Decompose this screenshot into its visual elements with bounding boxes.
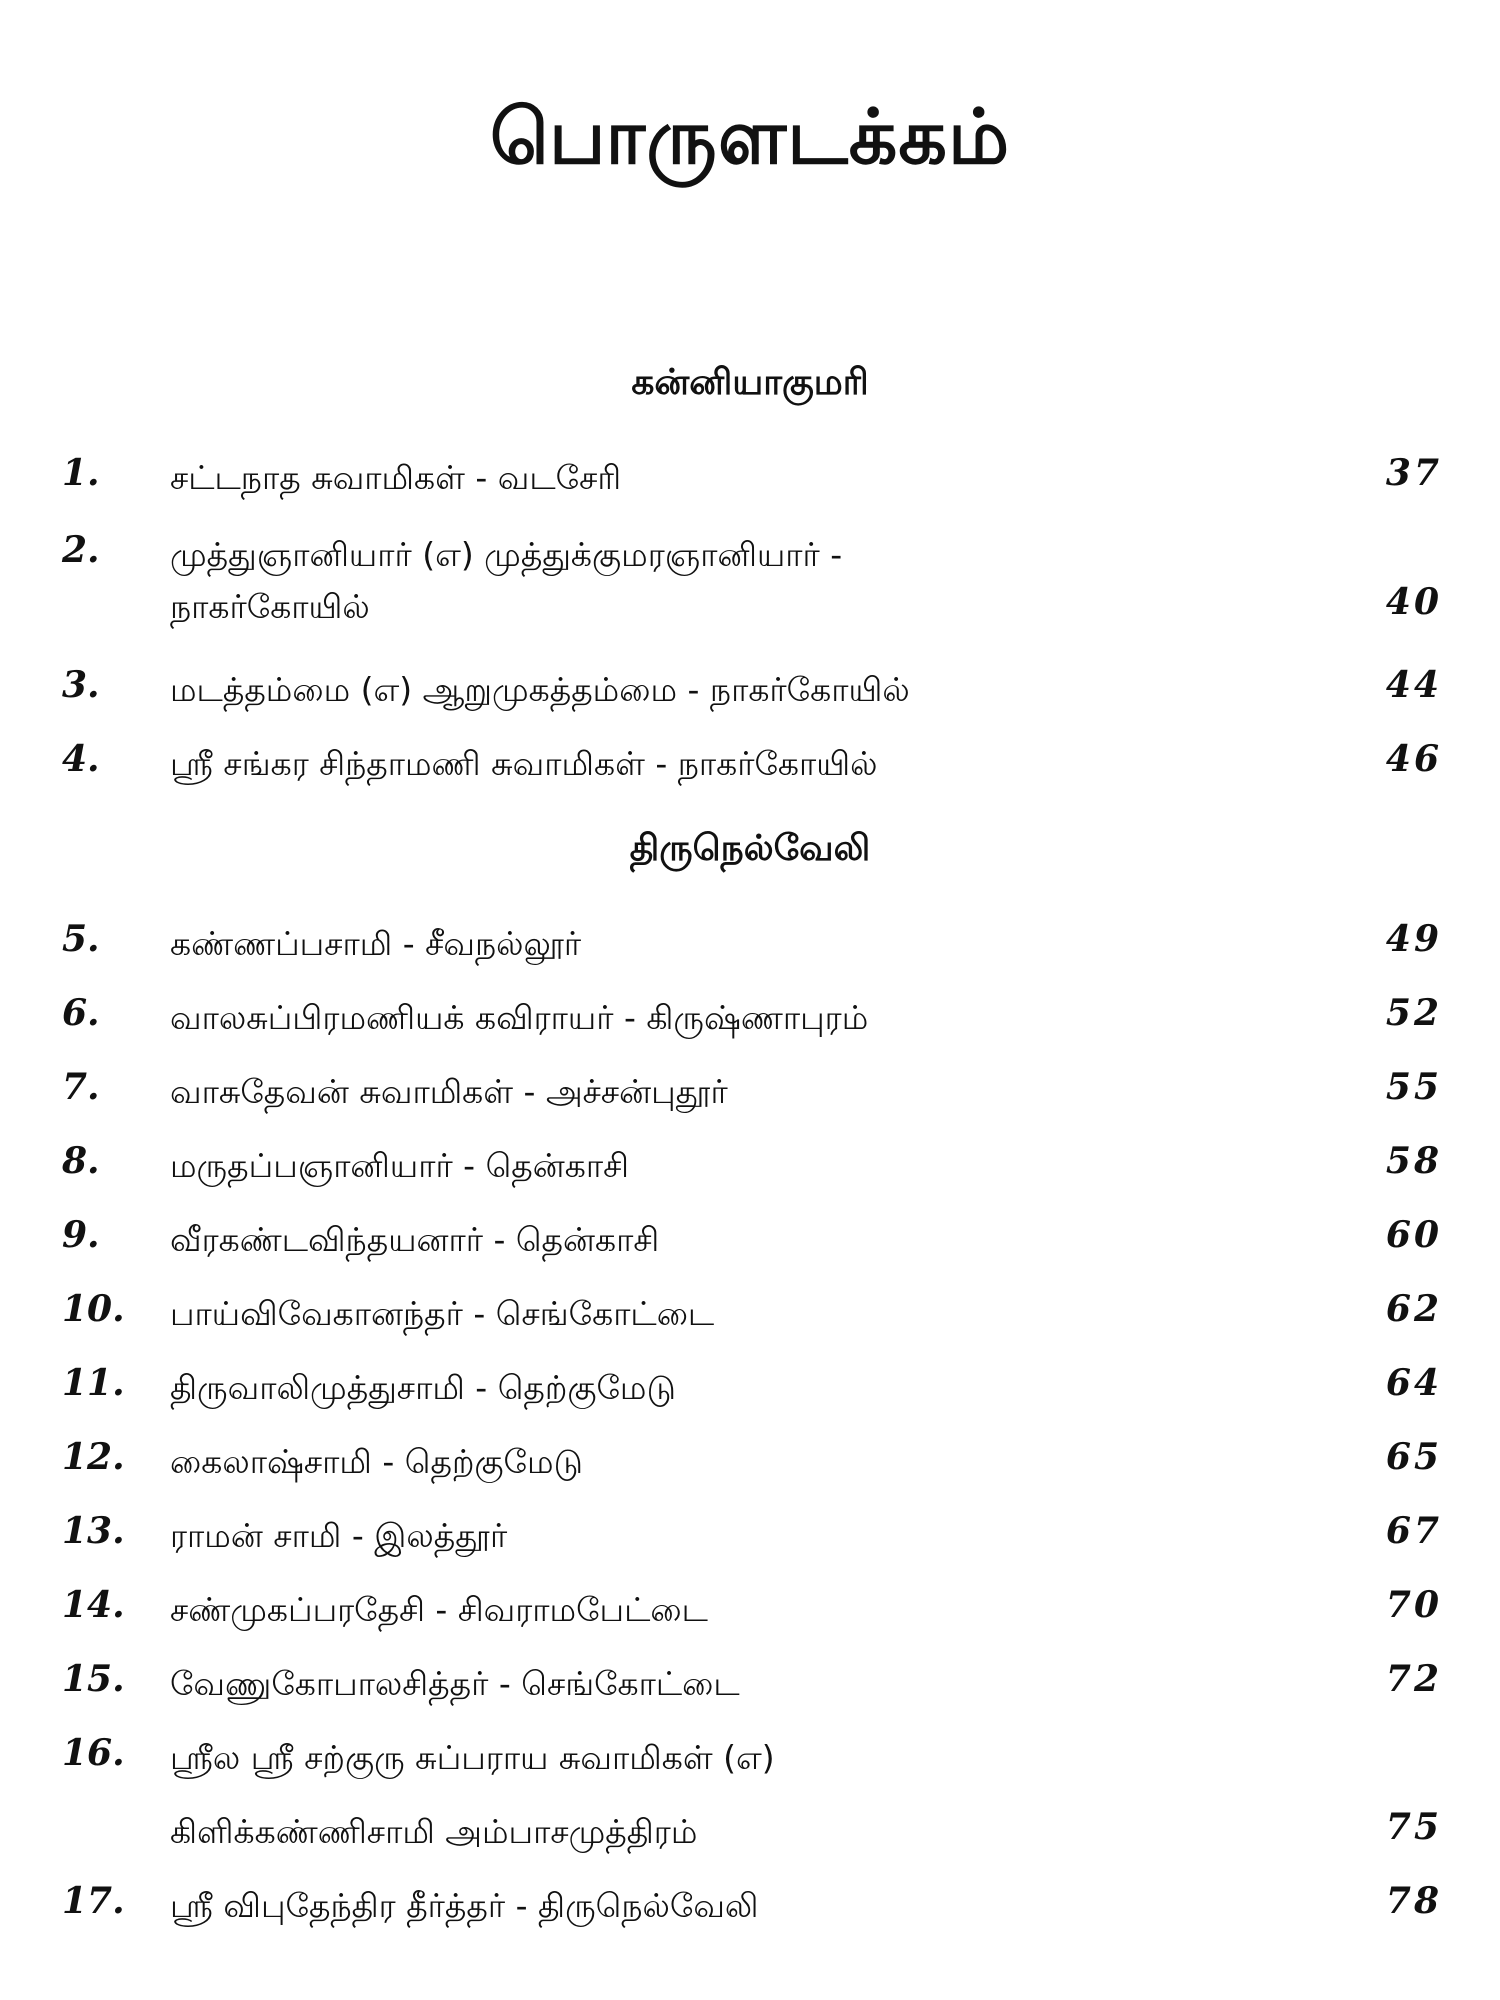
entry-title: வாசுதேவன் சுவாமிகள் - அச்சன்புதூர் bbox=[170, 1072, 728, 1111]
entry-number: 16. bbox=[62, 1732, 125, 1774]
entry-page: 78 bbox=[1385, 1880, 1442, 1922]
entry-title: வீரகண்டவிந்தயனார் - தென்காசி bbox=[170, 1220, 660, 1259]
section-heading-tirunelveli: திருநெல்வேலி bbox=[629, 828, 871, 869]
entry-title: ராமன் சாமி - இலத்தூர் bbox=[170, 1516, 508, 1555]
entry-page: 44 bbox=[1385, 664, 1442, 706]
entry-page: 70 bbox=[1385, 1584, 1442, 1626]
entry-title: ஸ்ரீ விபுதேந்திர தீர்த்தர் - திருநெல்வேலி bbox=[170, 1886, 759, 1925]
entry-page: 72 bbox=[1385, 1658, 1442, 1700]
entry-page: 60 bbox=[1385, 1214, 1442, 1256]
entry-page: 55 bbox=[1385, 1066, 1442, 1108]
entry-page: 49 bbox=[1385, 918, 1442, 960]
entry-title: வாலசுப்பிரமணியக் கவிராயர் - கிருஷ்ணாபுரம் bbox=[170, 998, 869, 1037]
entry-page: 62 bbox=[1385, 1288, 1442, 1330]
entry-page: 58 bbox=[1385, 1140, 1442, 1182]
entry-page: 64 bbox=[1385, 1362, 1442, 1404]
entry-title: சண்முகப்பரதேசி - சிவராமபேட்டை bbox=[170, 1590, 708, 1629]
entry-number: 7. bbox=[62, 1066, 100, 1108]
entry-page: 52 bbox=[1385, 992, 1442, 1034]
entry-number: 8. bbox=[62, 1140, 100, 1182]
entry-number: 2. bbox=[62, 529, 100, 571]
entry-number: 12. bbox=[62, 1436, 125, 1478]
entry-number: 4. bbox=[62, 738, 100, 780]
entry-number: 3. bbox=[62, 664, 100, 706]
entry-number: 11. bbox=[62, 1362, 125, 1404]
entry-title-block bbox=[170, 529, 1370, 633]
entry-title: முத்துஞானியார் (எ) முத்துக்குமரஞானியார் - bbox=[170, 535, 843, 574]
entry-number: 9. bbox=[62, 1214, 100, 1256]
entry-title-continued: கிளிக்கண்ணிசாமி அம்பாசமுத்திரம் bbox=[170, 1812, 698, 1851]
entry-number: 15. bbox=[62, 1658, 125, 1700]
entry-title: ஸ்ரீல ஸ்ரீ சற்குரு சுப்பராய சுவாமிகள் (எ) bbox=[170, 1738, 775, 1777]
entry-number: 10. bbox=[62, 1288, 125, 1330]
entry-page: 75 bbox=[1385, 1806, 1442, 1848]
entry-title: மருதப்பஞானியார் - தென்காசி bbox=[170, 1146, 629, 1185]
entry-number: 1. bbox=[62, 452, 100, 494]
entry-title: கண்ணப்பசாமி - சீவநல்லூர் bbox=[170, 924, 582, 963]
entry-page: 46 bbox=[1385, 738, 1442, 780]
entry-page: 37 bbox=[1385, 452, 1442, 494]
entry-title-continued: நாகர்கோயில் bbox=[170, 587, 370, 626]
entry-page: 67 bbox=[1385, 1510, 1442, 1552]
entry-title: வேணுகோபாலசித்தர் - செங்கோட்டை bbox=[170, 1664, 740, 1703]
entry-title-block bbox=[170, 1732, 1370, 1858]
entry-title: ஸ்ரீ சங்கர சிந்தாமணி சுவாமிகள் - நாகர்கோயில் bbox=[170, 744, 878, 783]
entry-title: மடத்தம்மை (எ) ஆறுமுகத்தம்மை - நாகர்கோயில் bbox=[170, 670, 910, 709]
entry-title: பாய்விவேகானந்தர் - செங்கோட்டை bbox=[170, 1294, 715, 1333]
entry-page: 40 bbox=[1385, 581, 1442, 623]
entry-title: சட்டநாத சுவாமிகள் - வடசேரி bbox=[170, 458, 622, 497]
entry-number: 17. bbox=[62, 1880, 125, 1922]
entry-title: திருவாலிமுத்துசாமி - தெற்குமேடு bbox=[170, 1368, 676, 1407]
entry-number: 13. bbox=[62, 1510, 125, 1552]
entry-title: கைலாஷ்சாமி - தெற்குமேடு bbox=[170, 1442, 583, 1481]
entry-number: 5. bbox=[62, 918, 100, 960]
page-title: பொருளடக்கம் bbox=[489, 92, 1011, 181]
entry-number: 14. bbox=[62, 1584, 125, 1626]
entry-number: 6. bbox=[62, 992, 100, 1034]
entry-page: 65 bbox=[1385, 1436, 1442, 1478]
section-heading-kanyakumari: கன்னியாகுமரி bbox=[631, 362, 869, 403]
